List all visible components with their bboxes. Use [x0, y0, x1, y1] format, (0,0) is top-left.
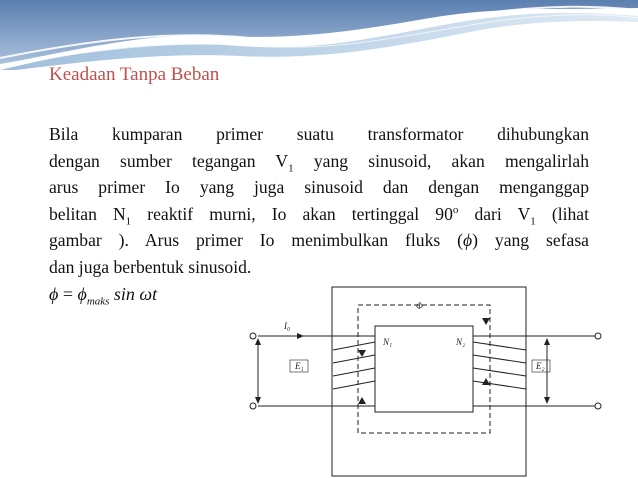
paragraph-line-2: dengan sumber tegangan $V_1$ yang sinusoid, akan mengalirlah — [49, 150, 589, 175]
flux-label: Φ — [416, 301, 423, 311]
paragraph-line-5: gambar ). Arus primer Io menimbulkan fluks (ϕ) yang sefasa — [49, 230, 589, 250]
header-decoration — [0, 0, 638, 70]
e2-label: E₂ — [536, 361, 545, 371]
current-label: I₀ — [284, 321, 291, 331]
transformer-diagram — [240, 285, 610, 478]
n2-label: N₂ — [456, 337, 466, 347]
paragraph-line-3: arus primer Io yang juga sinusoid dan dengan menganggap — [49, 177, 589, 197]
paragraph-line-1: Bila kumparan primer suatu transformator dihubungkan — [49, 124, 589, 144]
flux-formula: $\phi = \phi_{maks}$ sin ωt — [49, 284, 158, 308]
paragraph-line-6: dan juga berbentuk sinusoid. — [49, 256, 252, 277]
n1-label: N₁ — [383, 337, 393, 347]
slide-title: Keadaan Tanpa Beban — [49, 64, 220, 85]
body-paragraph — [49, 121, 589, 280]
e1-label: E₁ — [295, 361, 304, 371]
paragraph-line-4: belitan $N_1$ reaktif murni, Io akan tertinggal 90$^o$ dari $V_1$ (lihat — [49, 203, 589, 228]
